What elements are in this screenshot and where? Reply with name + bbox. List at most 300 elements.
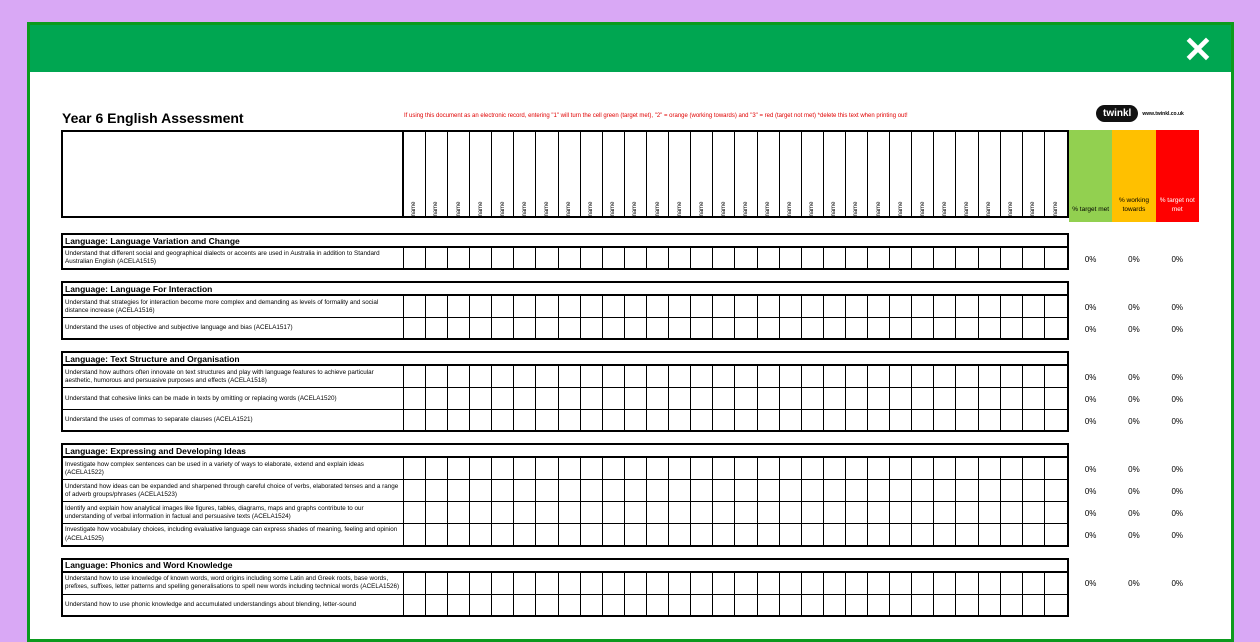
- assessment-cell[interactable]: [824, 595, 846, 615]
- assessment-cell[interactable]: [758, 388, 780, 409]
- assessment-cell[interactable]: [713, 248, 735, 268]
- assessment-cell[interactable]: [979, 502, 1001, 523]
- assessment-cell[interactable]: [1001, 573, 1023, 594]
- assessment-cell[interactable]: [713, 458, 735, 479]
- assessment-cell[interactable]: [713, 524, 735, 544]
- assessment-cell[interactable]: [802, 296, 824, 317]
- assessment-cell[interactable]: [868, 458, 890, 479]
- assessment-cell[interactable]: [404, 502, 426, 523]
- assessment-cell[interactable]: [802, 502, 824, 523]
- assessment-cell[interactable]: [956, 595, 978, 615]
- assessment-cell[interactable]: [514, 595, 536, 615]
- assessment-cell[interactable]: [890, 248, 912, 268]
- assessment-cell[interactable]: [934, 480, 956, 501]
- assessment-cell[interactable]: [581, 502, 603, 523]
- assessment-cell[interactable]: [1023, 366, 1045, 387]
- assessment-cell[interactable]: [979, 410, 1001, 430]
- assessment-cell[interactable]: [868, 595, 890, 615]
- student-name-column[interactable]: [625, 132, 647, 216]
- assessment-cell[interactable]: [846, 480, 868, 501]
- assessment-cell[interactable]: [448, 458, 470, 479]
- assessment-cell[interactable]: [492, 366, 514, 387]
- assessment-cell[interactable]: [758, 480, 780, 501]
- assessment-cell[interactable]: [404, 458, 426, 479]
- assessment-cell[interactable]: [647, 480, 669, 501]
- assessment-cell[interactable]: [735, 248, 757, 268]
- assessment-cell[interactable]: [758, 573, 780, 594]
- assessment-cell[interactable]: [890, 480, 912, 501]
- assessment-cell[interactable]: [912, 502, 934, 523]
- assessment-cell[interactable]: [448, 248, 470, 268]
- assessment-cell[interactable]: [536, 388, 558, 409]
- assessment-cell[interactable]: [581, 388, 603, 409]
- student-name-column[interactable]: [603, 132, 625, 216]
- assessment-cell[interactable]: [846, 524, 868, 544]
- assessment-cell[interactable]: [426, 524, 448, 544]
- assessment-cell[interactable]: [735, 595, 757, 615]
- assessment-cell[interactable]: [492, 318, 514, 338]
- assessment-cell[interactable]: [979, 573, 1001, 594]
- assessment-cell[interactable]: [581, 595, 603, 615]
- assessment-cell[interactable]: [559, 318, 581, 338]
- assessment-cell[interactable]: [647, 595, 669, 615]
- assessment-cell[interactable]: [647, 296, 669, 317]
- assessment-cell[interactable]: [824, 388, 846, 409]
- assessment-cell[interactable]: [448, 480, 470, 501]
- assessment-cell[interactable]: [514, 248, 536, 268]
- assessment-cell[interactable]: [868, 318, 890, 338]
- assessment-cell[interactable]: [868, 248, 890, 268]
- assessment-cell[interactable]: [912, 524, 934, 544]
- student-name-column[interactable]: [669, 132, 691, 216]
- assessment-cell[interactable]: [979, 296, 1001, 317]
- assessment-cell[interactable]: [780, 248, 802, 268]
- assessment-cell[interactable]: [713, 296, 735, 317]
- assessment-cell[interactable]: [846, 296, 868, 317]
- assessment-cell[interactable]: [1023, 296, 1045, 317]
- assessment-cell[interactable]: [448, 595, 470, 615]
- assessment-cell[interactable]: [514, 573, 536, 594]
- assessment-cell[interactable]: [426, 573, 448, 594]
- assessment-cell[interactable]: [404, 410, 426, 430]
- assessment-cell[interactable]: [802, 366, 824, 387]
- assessment-cell[interactable]: [956, 458, 978, 479]
- student-name-column[interactable]: [802, 132, 824, 216]
- close-icon[interactable]: ✕: [1182, 29, 1213, 70]
- assessment-cell[interactable]: [1023, 410, 1045, 430]
- assessment-cell[interactable]: [868, 524, 890, 544]
- assessment-cell[interactable]: [912, 595, 934, 615]
- assessment-cell[interactable]: [758, 318, 780, 338]
- assessment-cell[interactable]: [603, 318, 625, 338]
- assessment-cell[interactable]: [603, 458, 625, 479]
- assessment-cell[interactable]: [669, 366, 691, 387]
- assessment-cell[interactable]: [735, 480, 757, 501]
- assessment-cell[interactable]: [868, 573, 890, 594]
- assessment-cell[interactable]: [404, 296, 426, 317]
- assessment-cell[interactable]: [758, 595, 780, 615]
- assessment-cell[interactable]: [514, 296, 536, 317]
- assessment-cell[interactable]: [559, 366, 581, 387]
- assessment-cell[interactable]: [735, 410, 757, 430]
- assessment-cell[interactable]: [780, 410, 802, 430]
- student-name-column[interactable]: [1001, 132, 1023, 216]
- assessment-cell[interactable]: [603, 388, 625, 409]
- assessment-cell[interactable]: [426, 296, 448, 317]
- assessment-cell[interactable]: [1045, 318, 1067, 338]
- assessment-cell[interactable]: [912, 480, 934, 501]
- assessment-cell[interactable]: [669, 524, 691, 544]
- assessment-cell[interactable]: [934, 366, 956, 387]
- assessment-cell[interactable]: [669, 388, 691, 409]
- assessment-cell[interactable]: [1001, 502, 1023, 523]
- assessment-cell[interactable]: [603, 573, 625, 594]
- assessment-cell[interactable]: [956, 502, 978, 523]
- assessment-cell[interactable]: [625, 318, 647, 338]
- assessment-cell[interactable]: [426, 318, 448, 338]
- assessment-cell[interactable]: [979, 248, 1001, 268]
- assessment-cell[interactable]: [890, 296, 912, 317]
- assessment-cell[interactable]: [979, 458, 1001, 479]
- assessment-cell[interactable]: [603, 410, 625, 430]
- student-name-column[interactable]: [956, 132, 978, 216]
- student-name-column[interactable]: [1045, 132, 1067, 216]
- student-name-column[interactable]: [691, 132, 713, 216]
- assessment-cell[interactable]: [603, 595, 625, 615]
- assessment-cell[interactable]: [581, 366, 603, 387]
- assessment-cell[interactable]: [802, 388, 824, 409]
- assessment-cell[interactable]: [1045, 248, 1067, 268]
- assessment-cell[interactable]: [647, 248, 669, 268]
- assessment-cell[interactable]: [470, 248, 492, 268]
- assessment-cell[interactable]: [802, 573, 824, 594]
- assessment-cell[interactable]: [912, 458, 934, 479]
- assessment-cell[interactable]: [691, 458, 713, 479]
- assessment-cell[interactable]: [1045, 388, 1067, 409]
- assessment-cell[interactable]: [1023, 480, 1045, 501]
- assessment-cell[interactable]: [1045, 410, 1067, 430]
- assessment-cell[interactable]: [448, 388, 470, 409]
- assessment-cell[interactable]: [1001, 480, 1023, 501]
- assessment-cell[interactable]: [470, 595, 492, 615]
- assessment-cell[interactable]: [1045, 296, 1067, 317]
- student-name-column[interactable]: [559, 132, 581, 216]
- assessment-cell[interactable]: [426, 480, 448, 501]
- assessment-cell[interactable]: [758, 524, 780, 544]
- assessment-cell[interactable]: [669, 458, 691, 479]
- assessment-cell[interactable]: [470, 318, 492, 338]
- assessment-cell[interactable]: [758, 296, 780, 317]
- assessment-cell[interactable]: [536, 296, 558, 317]
- assessment-cell[interactable]: [581, 480, 603, 501]
- student-name-column[interactable]: [890, 132, 912, 216]
- assessment-cell[interactable]: [868, 366, 890, 387]
- assessment-cell[interactable]: [1023, 595, 1045, 615]
- assessment-cell[interactable]: [669, 502, 691, 523]
- assessment-cell[interactable]: [536, 410, 558, 430]
- assessment-cell[interactable]: [1001, 248, 1023, 268]
- assessment-cell[interactable]: [735, 573, 757, 594]
- assessment-cell[interactable]: [559, 502, 581, 523]
- assessment-cell[interactable]: [956, 318, 978, 338]
- assessment-cell[interactable]: [647, 502, 669, 523]
- assessment-cell[interactable]: [559, 458, 581, 479]
- student-name-column[interactable]: [912, 132, 934, 216]
- assessment-cell[interactable]: [735, 388, 757, 409]
- assessment-cell[interactable]: [536, 366, 558, 387]
- student-name-column[interactable]: [647, 132, 669, 216]
- assessment-cell[interactable]: [691, 318, 713, 338]
- assessment-cell[interactable]: [492, 296, 514, 317]
- assessment-cell[interactable]: [1045, 595, 1067, 615]
- assessment-cell[interactable]: [780, 458, 802, 479]
- assessment-cell[interactable]: [492, 248, 514, 268]
- assessment-cell[interactable]: [426, 366, 448, 387]
- assessment-cell[interactable]: [514, 388, 536, 409]
- assessment-cell[interactable]: [735, 524, 757, 544]
- assessment-cell[interactable]: [934, 573, 956, 594]
- assessment-cell[interactable]: [802, 480, 824, 501]
- assessment-cell[interactable]: [492, 502, 514, 523]
- assessment-cell[interactable]: [979, 480, 1001, 501]
- assessment-cell[interactable]: [713, 595, 735, 615]
- assessment-cell[interactable]: [713, 480, 735, 501]
- assessment-cell[interactable]: [890, 595, 912, 615]
- assessment-cell[interactable]: [780, 388, 802, 409]
- assessment-cell[interactable]: [824, 248, 846, 268]
- assessment-cell[interactable]: [802, 318, 824, 338]
- assessment-cell[interactable]: [426, 502, 448, 523]
- assessment-cell[interactable]: [802, 524, 824, 544]
- assessment-cell[interactable]: [470, 388, 492, 409]
- assessment-cell[interactable]: [492, 524, 514, 544]
- assessment-cell[interactable]: [581, 458, 603, 479]
- assessment-cell[interactable]: [780, 502, 802, 523]
- assessment-cell[interactable]: [735, 502, 757, 523]
- assessment-cell[interactable]: [956, 480, 978, 501]
- assessment-cell[interactable]: [603, 248, 625, 268]
- assessment-cell[interactable]: [514, 318, 536, 338]
- assessment-cell[interactable]: [669, 248, 691, 268]
- assessment-cell[interactable]: [448, 296, 470, 317]
- assessment-cell[interactable]: [404, 595, 426, 615]
- assessment-cell[interactable]: [1045, 458, 1067, 479]
- assessment-cell[interactable]: [780, 595, 802, 615]
- student-name-column[interactable]: [868, 132, 890, 216]
- assessment-cell[interactable]: [536, 502, 558, 523]
- assessment-cell[interactable]: [448, 318, 470, 338]
- student-name-column[interactable]: [514, 132, 536, 216]
- assessment-cell[interactable]: [514, 524, 536, 544]
- assessment-cell[interactable]: [625, 595, 647, 615]
- assessment-cell[interactable]: [647, 524, 669, 544]
- assessment-cell[interactable]: [669, 480, 691, 501]
- assessment-cell[interactable]: [934, 388, 956, 409]
- assessment-cell[interactable]: [890, 388, 912, 409]
- student-name-column[interactable]: [735, 132, 757, 216]
- assessment-cell[interactable]: [404, 480, 426, 501]
- assessment-cell[interactable]: [979, 388, 1001, 409]
- assessment-cell[interactable]: [934, 458, 956, 479]
- assessment-cell[interactable]: [868, 388, 890, 409]
- assessment-cell[interactable]: [559, 595, 581, 615]
- assessment-cell[interactable]: [581, 248, 603, 268]
- assessment-cell[interactable]: [1001, 296, 1023, 317]
- student-name-column[interactable]: [846, 132, 868, 216]
- assessment-cell[interactable]: [514, 502, 536, 523]
- assessment-cell[interactable]: [934, 248, 956, 268]
- assessment-cell[interactable]: [691, 248, 713, 268]
- assessment-cell[interactable]: [979, 595, 1001, 615]
- student-name-column[interactable]: [979, 132, 1001, 216]
- student-name-column[interactable]: [780, 132, 802, 216]
- assessment-cell[interactable]: [448, 502, 470, 523]
- assessment-cell[interactable]: [1045, 480, 1067, 501]
- assessment-cell[interactable]: [669, 595, 691, 615]
- assessment-cell[interactable]: [492, 388, 514, 409]
- student-name-column[interactable]: [448, 132, 470, 216]
- assessment-cell[interactable]: [559, 296, 581, 317]
- assessment-cell[interactable]: [934, 296, 956, 317]
- assessment-cell[interactable]: [1023, 573, 1045, 594]
- assessment-cell[interactable]: [404, 248, 426, 268]
- student-name-column[interactable]: [581, 132, 603, 216]
- assessment-cell[interactable]: [890, 410, 912, 430]
- assessment-cell[interactable]: [470, 480, 492, 501]
- assessment-cell[interactable]: [956, 248, 978, 268]
- assessment-cell[interactable]: [912, 366, 934, 387]
- assessment-cell[interactable]: [713, 502, 735, 523]
- assessment-cell[interactable]: [514, 458, 536, 479]
- assessment-cell[interactable]: [426, 595, 448, 615]
- assessment-cell[interactable]: [735, 458, 757, 479]
- assessment-cell[interactable]: [536, 458, 558, 479]
- assessment-cell[interactable]: [735, 366, 757, 387]
- assessment-cell[interactable]: [1045, 366, 1067, 387]
- assessment-cell[interactable]: [691, 524, 713, 544]
- assessment-cell[interactable]: [647, 318, 669, 338]
- assessment-cell[interactable]: [890, 366, 912, 387]
- assessment-cell[interactable]: [713, 410, 735, 430]
- assessment-cell[interactable]: [559, 524, 581, 544]
- student-name-column[interactable]: [758, 132, 780, 216]
- assessment-cell[interactable]: [647, 410, 669, 430]
- assessment-cell[interactable]: [625, 388, 647, 409]
- assessment-cell[interactable]: [625, 458, 647, 479]
- assessment-cell[interactable]: [536, 524, 558, 544]
- assessment-cell[interactable]: [559, 573, 581, 594]
- assessment-cell[interactable]: [492, 410, 514, 430]
- assessment-cell[interactable]: [846, 388, 868, 409]
- assessment-cell[interactable]: [1045, 524, 1067, 544]
- assessment-cell[interactable]: [1023, 318, 1045, 338]
- assessment-cell[interactable]: [492, 480, 514, 501]
- assessment-cell[interactable]: [824, 573, 846, 594]
- assessment-cell[interactable]: [514, 480, 536, 501]
- assessment-cell[interactable]: [846, 573, 868, 594]
- assessment-cell[interactable]: [691, 573, 713, 594]
- assessment-cell[interactable]: [780, 366, 802, 387]
- assessment-cell[interactable]: [426, 248, 448, 268]
- assessment-cell[interactable]: [780, 573, 802, 594]
- assessment-cell[interactable]: [603, 296, 625, 317]
- assessment-cell[interactable]: [912, 388, 934, 409]
- student-name-column[interactable]: [470, 132, 492, 216]
- assessment-cell[interactable]: [979, 524, 1001, 544]
- assessment-cell[interactable]: [625, 410, 647, 430]
- assessment-cell[interactable]: [846, 595, 868, 615]
- student-name-column[interactable]: [404, 132, 426, 216]
- assessment-cell[interactable]: [758, 458, 780, 479]
- assessment-cell[interactable]: [713, 366, 735, 387]
- assessment-cell[interactable]: [824, 458, 846, 479]
- assessment-cell[interactable]: [1023, 524, 1045, 544]
- student-name-column[interactable]: [492, 132, 514, 216]
- assessment-cell[interactable]: [581, 573, 603, 594]
- assessment-cell[interactable]: [559, 388, 581, 409]
- assessment-cell[interactable]: [1045, 573, 1067, 594]
- assessment-cell[interactable]: [846, 502, 868, 523]
- assessment-cell[interactable]: [625, 248, 647, 268]
- assessment-cell[interactable]: [846, 318, 868, 338]
- assessment-cell[interactable]: [603, 502, 625, 523]
- student-name-column[interactable]: [426, 132, 448, 216]
- assessment-cell[interactable]: [912, 296, 934, 317]
- student-name-column[interactable]: [934, 132, 956, 216]
- assessment-cell[interactable]: [802, 458, 824, 479]
- assessment-cell[interactable]: [691, 502, 713, 523]
- assessment-cell[interactable]: [758, 248, 780, 268]
- assessment-cell[interactable]: [1001, 318, 1023, 338]
- assessment-cell[interactable]: [934, 524, 956, 544]
- assessment-cell[interactable]: [846, 410, 868, 430]
- assessment-cell[interactable]: [536, 318, 558, 338]
- assessment-cell[interactable]: [559, 480, 581, 501]
- assessment-cell[interactable]: [625, 524, 647, 544]
- assessment-cell[interactable]: [603, 480, 625, 501]
- assessment-cell[interactable]: [647, 388, 669, 409]
- assessment-cell[interactable]: [890, 524, 912, 544]
- assessment-cell[interactable]: [956, 573, 978, 594]
- assessment-cell[interactable]: [514, 366, 536, 387]
- assessment-cell[interactable]: [581, 410, 603, 430]
- assessment-cell[interactable]: [514, 410, 536, 430]
- assessment-cell[interactable]: [912, 573, 934, 594]
- assessment-cell[interactable]: [780, 524, 802, 544]
- assessment-cell[interactable]: [426, 458, 448, 479]
- assessment-cell[interactable]: [1001, 595, 1023, 615]
- assessment-cell[interactable]: [890, 573, 912, 594]
- assessment-cell[interactable]: [956, 410, 978, 430]
- assessment-cell[interactable]: [713, 573, 735, 594]
- assessment-cell[interactable]: [979, 318, 1001, 338]
- assessment-cell[interactable]: [625, 366, 647, 387]
- assessment-cell[interactable]: [492, 458, 514, 479]
- assessment-cell[interactable]: [1023, 248, 1045, 268]
- assessment-cell[interactable]: [647, 366, 669, 387]
- assessment-cell[interactable]: [824, 318, 846, 338]
- assessment-cell[interactable]: [824, 410, 846, 430]
- assessment-cell[interactable]: [868, 480, 890, 501]
- assessment-cell[interactable]: [647, 458, 669, 479]
- assessment-cell[interactable]: [802, 248, 824, 268]
- assessment-cell[interactable]: [735, 296, 757, 317]
- assessment-cell[interactable]: [934, 410, 956, 430]
- assessment-cell[interactable]: [404, 524, 426, 544]
- assessment-cell[interactable]: [470, 410, 492, 430]
- assessment-cell[interactable]: [890, 502, 912, 523]
- assessment-cell[interactable]: [713, 388, 735, 409]
